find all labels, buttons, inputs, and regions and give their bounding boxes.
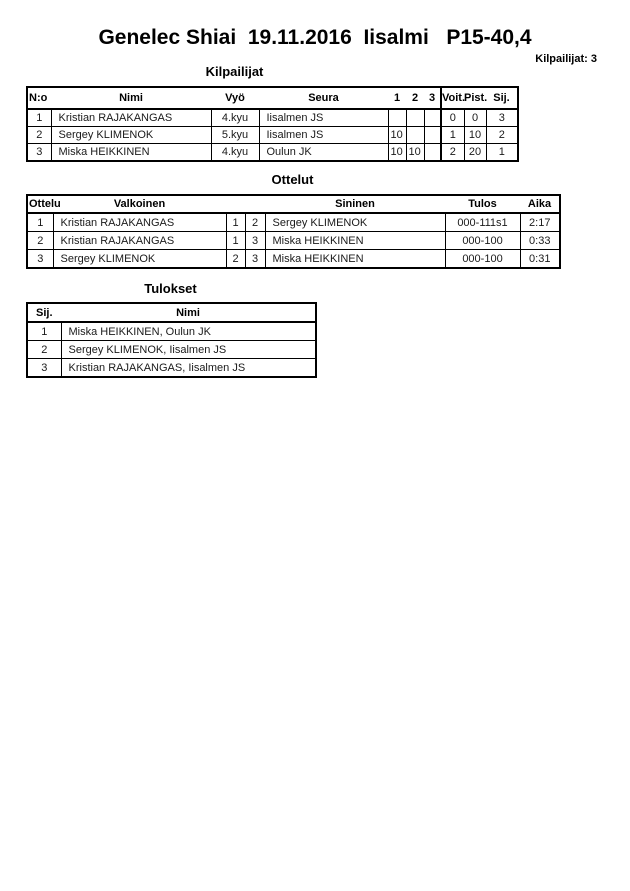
table-row [27, 232, 560, 250]
blue-name: Sergey KLIMENOK [265, 213, 445, 232]
round1-score [388, 109, 406, 127]
points: 0 [464, 109, 486, 127]
col-header-round1: 1 [388, 87, 406, 109]
table-row [27, 341, 316, 359]
ottelut-header-row [27, 195, 560, 213]
col-header-ottelu: Ottelu [27, 195, 53, 213]
competitor-club: Oulun JK [259, 144, 388, 162]
match-time: 2:17 [520, 213, 560, 232]
table-row [27, 109, 518, 127]
result-name: Miska HEIKKINEN, Oulun JK [61, 322, 316, 341]
white-no: 1 [226, 232, 245, 250]
result-placement: 2 [27, 341, 61, 359]
table-row [27, 213, 560, 232]
blue-no: 2 [245, 213, 265, 232]
white-no: 1 [226, 213, 245, 232]
competitor-no: 2 [27, 127, 51, 144]
match-result: 000-100 [445, 250, 520, 269]
competitors-count-label: Kilpailijat: 3 [535, 53, 597, 65]
col-header-valkoinen: Valkoinen [53, 195, 226, 213]
col-header-sij: Sij. [27, 303, 61, 322]
blue-name: Miska HEIKKINEN [265, 250, 445, 269]
table-row [27, 322, 316, 341]
round2-score [406, 127, 424, 144]
ottelut-heading: Ottelut [271, 172, 314, 187]
placement: 2 [486, 127, 518, 144]
placement: 3 [486, 109, 518, 127]
page-title: Genelec Shiai 19.11.2016 Iisalmi P15-40,4 [98, 26, 532, 49]
tulokset-header-row [27, 303, 316, 322]
placement: 1 [486, 144, 518, 162]
col-header-round2: 2 [406, 87, 424, 109]
match-time: 0:31 [520, 250, 560, 269]
table-row [27, 127, 518, 144]
round2-score [406, 109, 424, 127]
wins: 0 [441, 109, 464, 127]
table-row [27, 250, 560, 269]
round3-score [424, 127, 441, 144]
points: 20 [464, 144, 486, 162]
tulokset-heading: Tulokset [144, 281, 197, 296]
kilpailijat-heading: Kilpailijat [205, 64, 264, 79]
ottelut-table [26, 194, 561, 269]
col-header-seura: Seura [259, 87, 388, 109]
col-header-sij: Sij. [486, 87, 518, 109]
col-header-blue-no [245, 195, 265, 213]
col-header-white-no [226, 195, 245, 213]
round1-score: 10 [388, 127, 406, 144]
competitor-club: Iisalmen JS [259, 109, 388, 127]
wins: 2 [441, 144, 464, 162]
competitor-name: Sergey KLIMENOK [51, 127, 211, 144]
white-name: Kristian RAJAKANGAS [53, 232, 226, 250]
competitor-belt: 5.kyu [211, 127, 259, 144]
competitor-no: 3 [27, 144, 51, 162]
result-placement: 1 [27, 322, 61, 341]
wins: 1 [441, 127, 464, 144]
match-result: 000-111s1 [445, 213, 520, 232]
competitor-no: 1 [27, 109, 51, 127]
col-header-nimi: Nimi [61, 303, 316, 322]
col-header-nimi: Nimi [51, 87, 211, 109]
col-header-aika: Aika [520, 195, 560, 213]
table-row [27, 144, 518, 162]
col-header-round3: 3 [424, 87, 441, 109]
match-result: 000-100 [445, 232, 520, 250]
white-name: Kristian RAJAKANGAS [53, 213, 226, 232]
col-header-pist: Pist. [464, 87, 486, 109]
competitor-club: Iisalmen JS [259, 127, 388, 144]
round3-score [424, 144, 441, 162]
col-header-vyo: Vyö [211, 87, 259, 109]
competitor-belt: 4.kyu [211, 109, 259, 127]
points: 10 [464, 127, 486, 144]
kilpailijat-header-row [27, 87, 518, 109]
col-header-sininen: Sininen [265, 195, 445, 213]
col-header-voit: Voit. [441, 87, 464, 109]
competitor-name: Kristian RAJAKANGAS [51, 109, 211, 127]
blue-no: 3 [245, 250, 265, 269]
white-no: 2 [226, 250, 245, 269]
match-time: 0:33 [520, 232, 560, 250]
white-name: Sergey KLIMENOK [53, 250, 226, 269]
blue-no: 3 [245, 232, 265, 250]
col-header-tulos: Tulos [445, 195, 520, 213]
result-placement: 3 [27, 359, 61, 378]
round2-score: 10 [406, 144, 424, 162]
blue-name: Miska HEIKKINEN [265, 232, 445, 250]
table-row [27, 359, 316, 378]
competitor-name: Miska HEIKKINEN [51, 144, 211, 162]
tulokset-table [26, 302, 317, 378]
match-no: 2 [27, 232, 53, 250]
competitor-belt: 4.kyu [211, 144, 259, 162]
result-name: Kristian RAJAKANGAS, Iisalmen JS [61, 359, 316, 378]
round1-score: 10 [388, 144, 406, 162]
result-name: Sergey KLIMENOK, Iisalmen JS [61, 341, 316, 359]
kilpailijat-table [26, 86, 519, 162]
col-header-no: N:o [27, 87, 51, 109]
match-no: 1 [27, 213, 53, 232]
match-no: 3 [27, 250, 53, 269]
round3-score [424, 109, 441, 127]
